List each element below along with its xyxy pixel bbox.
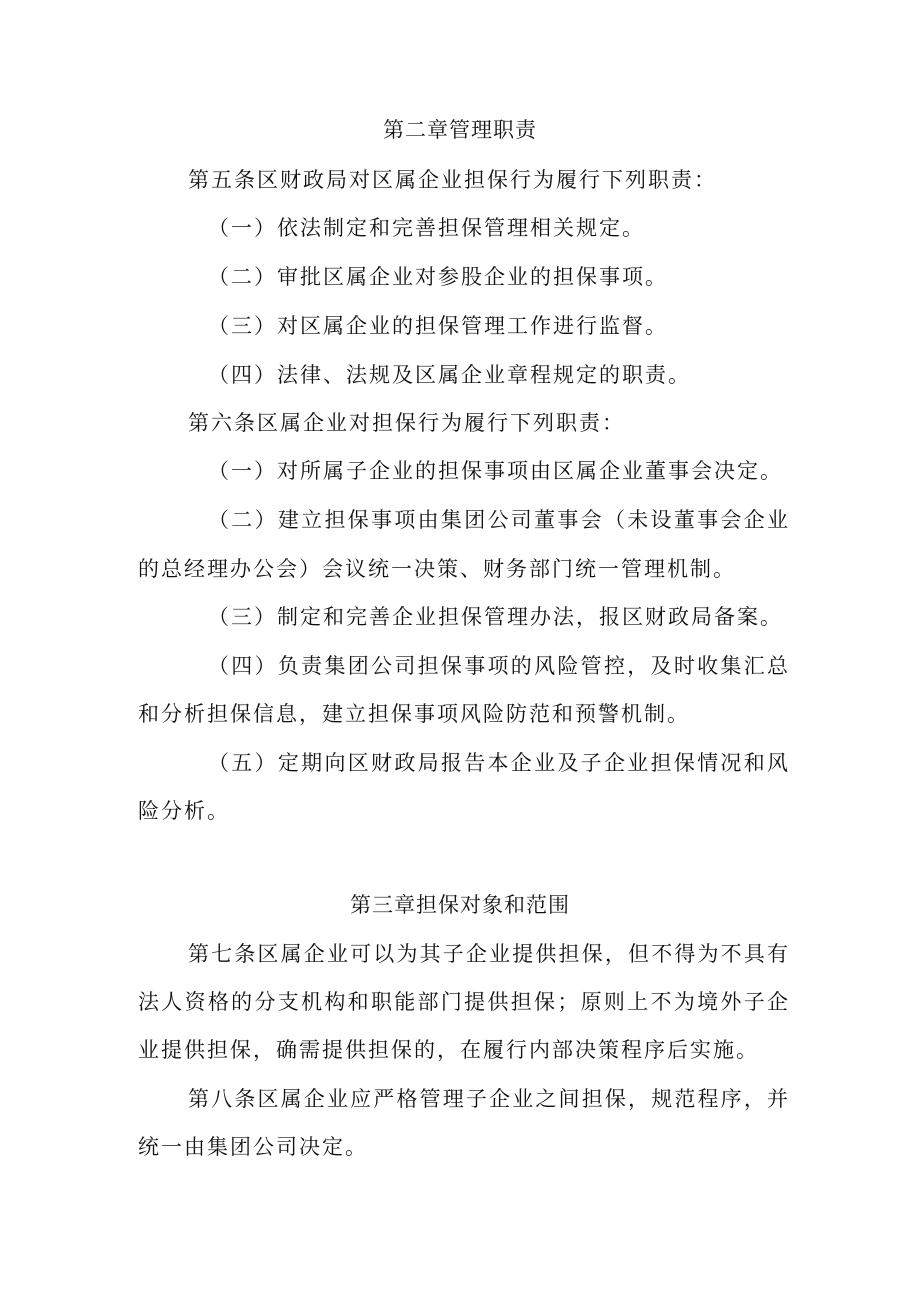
article-8-line-2: 统一由集团公司决定。 [138,1135,368,1159]
article-6-item-4-line-1: （四）负责集团公司担保事项的风险管控，及时收集汇总 [208,654,788,678]
article-6-item-2-line-2: 的总经理办公会）会议统一决策、财务部门统一管理机制。 [138,557,736,581]
article-6-item-3: （三）制定和完善企业担保管理办法，报区财政局备案。 [208,605,783,629]
article-5-item-2: （二）审批区属企业对参股企业的担保事项。 [208,265,668,289]
chapter-2-title: 第二章管理职责 [383,118,537,142]
article-6-intro: 第六条区属企业对担保行为履行下列职责： [188,411,625,435]
article-6-item-1: （一）对所属子企业的担保事项由区属企业董事会决定。 [208,459,783,483]
article-6-item-5-line-1: （五）定期向区财政局报告本企业及子企业担保情况和风 [208,751,788,775]
article-8-line-1: 第八条区属企业应严格管理子企业之间担保，规范程序，并 [188,1087,788,1111]
article-7-line-3: 业提供担保，确需提供担保的，在履行内部决策程序后实施。 [138,1038,759,1062]
article-7-line-2: 法人资格的分支机构和职能部门提供担保；原则上不为境外子企 [138,990,788,1014]
article-6-item-5-line-2: 险分析。 [138,799,230,823]
article-5-intro: 第五条区财政局对区属企业担保行为履行下列职责： [188,168,717,192]
article-6-item-4-line-2: 和分析担保信息，建立担保事项风险防范和预警机制。 [138,702,690,726]
article-5-item-3: （三）对区属企业的担保管理工作进行监督。 [208,314,668,338]
article-7-line-1: 第七条区属企业可以为其子企业提供担保，但不得为不具有 [188,942,788,966]
article-6-item-2-line-1: （二）建立担保事项由集团公司董事会（未设董事会企业 [208,508,788,532]
article-5-item-4: （四）法律、法规及区属企业章程规定的职责。 [208,363,691,387]
article-5-item-1: （一）依法制定和完善担保管理相关规定。 [208,216,645,240]
chapter-3-title: 第三章担保对象和范围 [350,893,570,917]
